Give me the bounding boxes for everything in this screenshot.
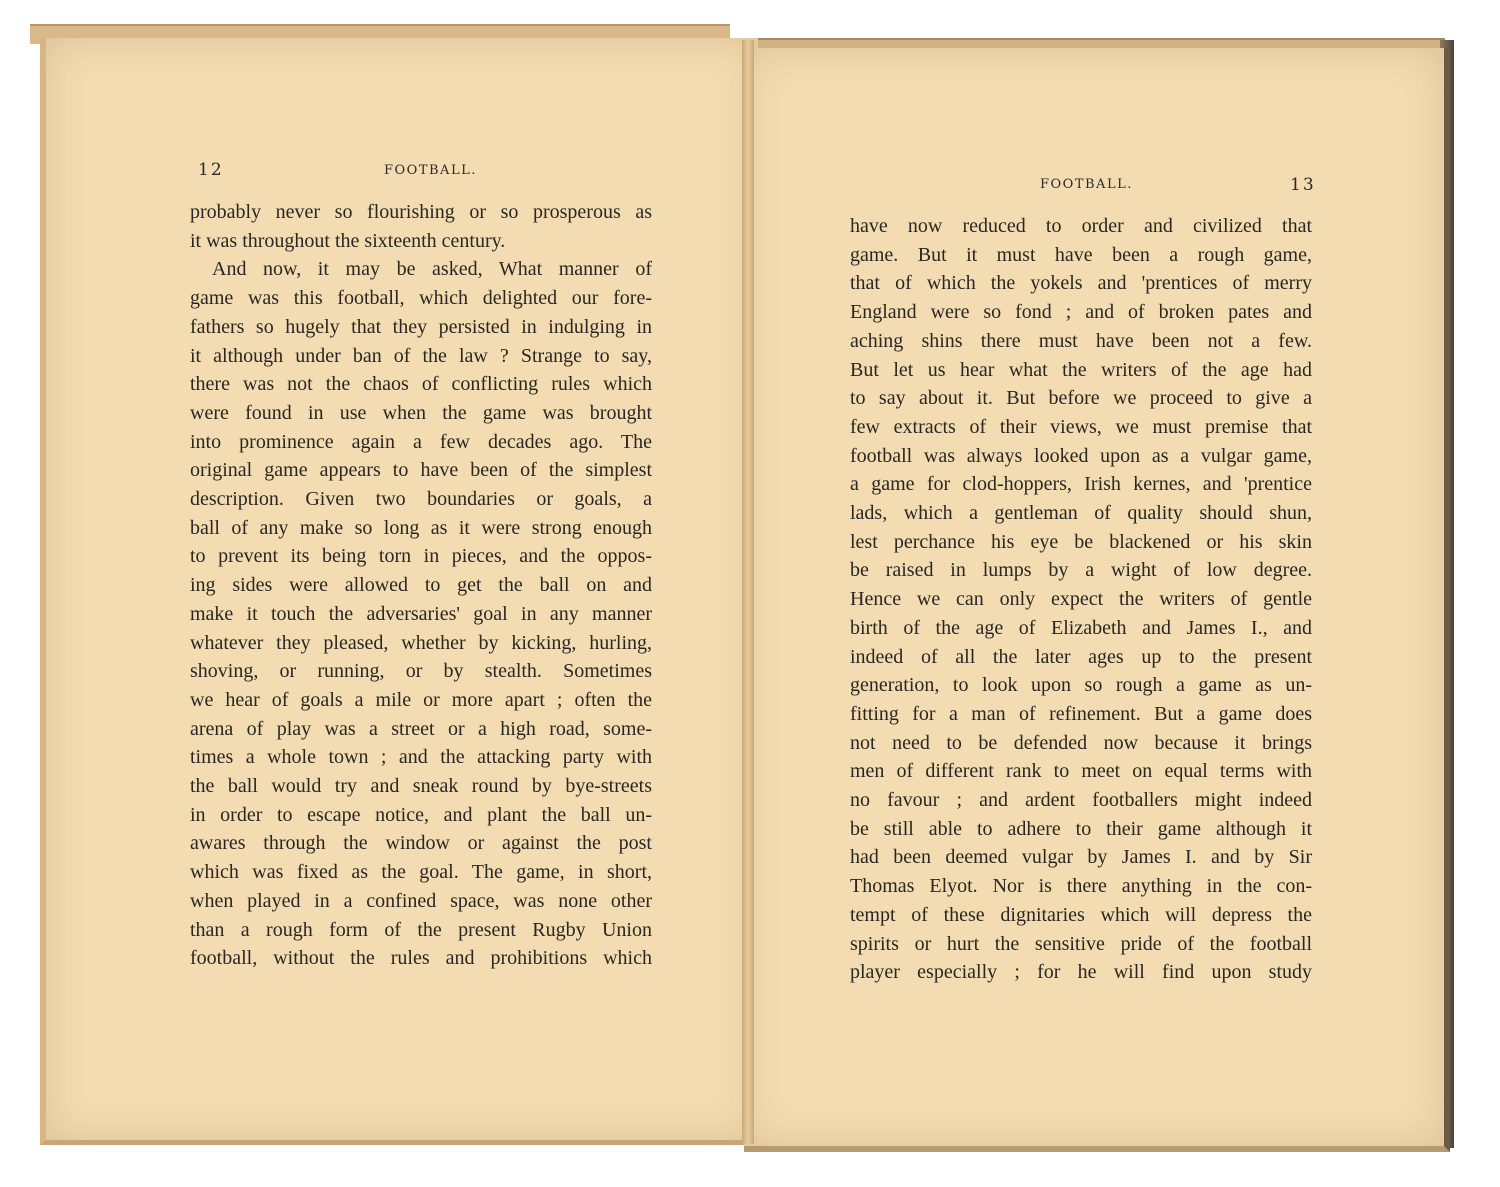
text-line: fitting for a man of refinement. But a game does — [850, 702, 1312, 725]
text-line: into prominence again a few decades ago. The — [190, 430, 652, 453]
text-line: make it touch the adversaries' goal in any manner — [190, 602, 652, 625]
left-running-title: FOOTBALL. — [384, 163, 477, 178]
text-line: were found in use when the game was brought — [190, 401, 652, 424]
text-line: when played in a confined space, was none other — [190, 889, 652, 912]
text-line: in order to escape notice, and plant the ball un- — [190, 803, 652, 826]
text-line: spirits or hurt the sensitive pride of the football — [850, 932, 1312, 955]
text-line: generation, to look upon so rough a game as un- — [850, 674, 1312, 697]
text-line: to say about it. But before we proceed to give a — [850, 387, 1312, 410]
left-page-number: 12 — [198, 160, 224, 180]
text-line: no favour ; and ardent footballers might indeed — [850, 789, 1312, 812]
text-line: ing sides were allowed to get the ball on and — [190, 574, 652, 597]
text-line: football was always looked upon as a vulgar game, — [850, 444, 1312, 467]
text-line: But let us hear what the writers of the age had — [850, 358, 1312, 381]
text-line: whatever they pleased, whether by kicking, hurling, — [190, 631, 652, 654]
text-line: England were so fond ; and of broken pates and — [850, 301, 1312, 324]
text-line: arena of play was a street or a high road, some- — [190, 717, 652, 740]
text-line: ball of any make so long as it were strong enough — [190, 516, 652, 539]
text-line: men of different rank to meet on equal terms with — [850, 760, 1312, 783]
right-page-text — [850, 212, 1312, 987]
text-line: birth of the age of Elizabeth and James I., and — [850, 616, 1312, 639]
text-line: that of which the yokels and 'prentices of merry — [850, 272, 1312, 295]
text-line: original game appears to have been of the simplest — [190, 459, 652, 482]
right-page-number: 13 — [1290, 175, 1316, 195]
text-line: be raised in lumps by a wight of low degree. — [850, 559, 1312, 582]
text-line: to prevent its being torn in pieces, and the oppos- — [190, 545, 652, 568]
text-line: have now reduced to order and civilized that — [850, 215, 1312, 237]
text-line: Thomas Elyot. Nor is there anything in the con- — [850, 875, 1312, 898]
text-line: few extracts of their views, we must premise that — [850, 415, 1312, 438]
text-line: be still able to adhere to their game although it — [850, 817, 1312, 840]
text-line: game. But it must have been a rough game, — [850, 243, 1312, 266]
text-line: there was not the chaos of conflicting rules which — [190, 373, 652, 396]
text-line: shoving, or running, or by stealth. Sometimes — [190, 660, 652, 683]
text-line: the ball would try and sneak round by bye-streets — [190, 775, 652, 798]
text-line: a game for clod-hoppers, Irish kernes, and 'prentice — [850, 473, 1312, 496]
text-line: fathers so hugely that they persisted in indulging in — [190, 315, 652, 338]
text-line: it was throughout the sixteenth century. — [190, 229, 506, 252]
text-line: we hear of goals a mile or more apart ; often the — [190, 688, 652, 711]
text-line: lest perchance his eye be blackened or his skin — [850, 530, 1312, 553]
book-gutter — [742, 40, 754, 1144]
text-line: probably never so flourishing or so prosperous as — [190, 201, 652, 223]
right-running-title: FOOTBALL. — [1040, 177, 1133, 192]
text-line: which was fixed as the goal. The game, in short, — [190, 861, 652, 884]
text-line: player especially ; for he will find upon study — [850, 961, 1312, 984]
text-line: than a rough form of the present Rugby Union — [190, 918, 652, 941]
text-line: had been deemed vulgar by James I. and by Sir — [850, 846, 1312, 869]
text-line: times a whole town ; and the attacking party with — [190, 746, 652, 769]
text-line: indeed of all the later ages up to the present — [850, 645, 1312, 668]
text-line: Hence we can only expect the writers of gentle — [850, 588, 1312, 611]
text-line: aching shins there must have been not a few. — [850, 329, 1312, 352]
text-line: football, without the rules and prohibitions which — [190, 947, 652, 970]
text-line: description. Given two boundaries or goals, a — [190, 488, 652, 511]
text-line: game was this football, which delighted our fore- — [190, 287, 652, 310]
text-line: it although under ban of the law ? Strange to say, — [190, 344, 652, 367]
text-line: awares through the window or against the post — [190, 832, 652, 855]
text-line: not need to be defended now because it brings — [850, 731, 1312, 754]
text-line: And now, it may be asked, What manner of — [212, 258, 652, 281]
text-line: lads, which a gentleman of quality should shun, — [850, 502, 1312, 525]
text-line: tempt of these dignitaries which will depress the — [850, 903, 1312, 926]
left-page-text — [190, 198, 652, 973]
